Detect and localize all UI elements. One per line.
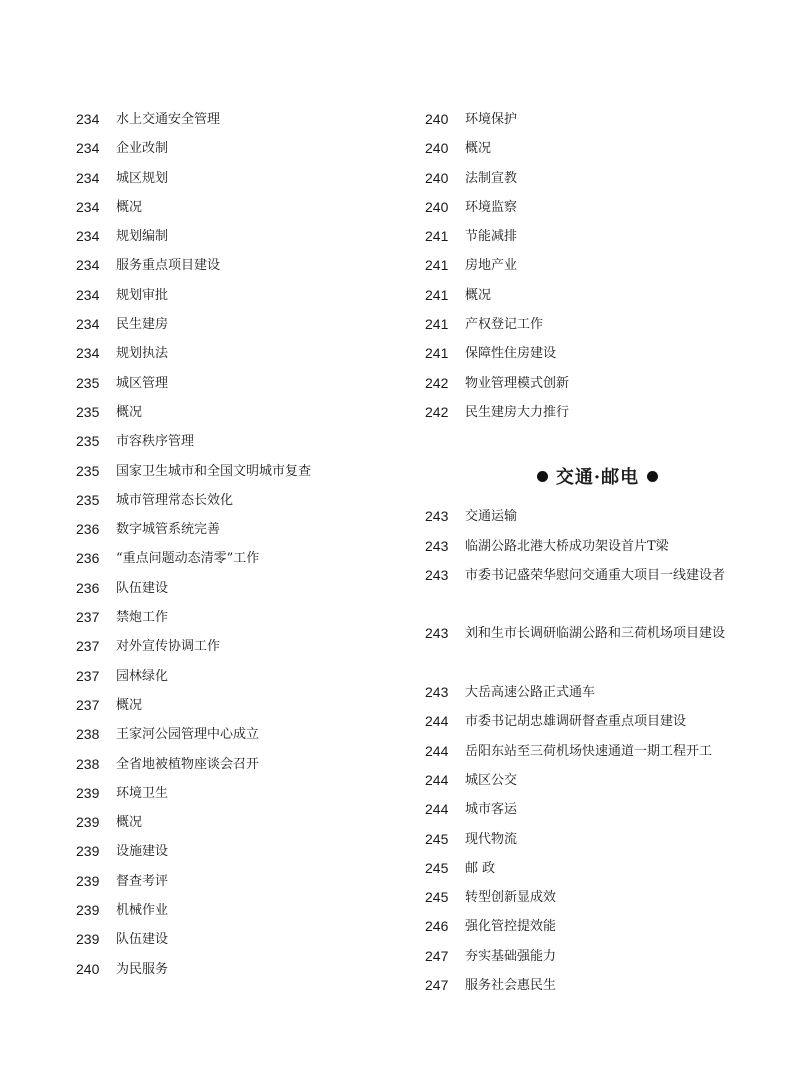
entry-title: 服务社会惠民生 bbox=[465, 978, 557, 994]
entry-title: 产权登记工作 bbox=[465, 317, 544, 333]
page-number: 240 bbox=[425, 169, 449, 186]
toc-entry bbox=[76, 955, 406, 984]
page-number: 234 bbox=[76, 198, 100, 215]
toc-entry bbox=[76, 339, 406, 368]
entry-title: 企业改制 bbox=[116, 141, 169, 157]
page-number: 234 bbox=[76, 286, 100, 303]
toc-entry bbox=[76, 251, 406, 280]
entry-title: 城区公交 bbox=[465, 772, 518, 788]
page-number: 241 bbox=[425, 316, 449, 333]
page-number: 239 bbox=[76, 814, 100, 831]
entry-title: 概况 bbox=[116, 815, 143, 831]
toc-entry bbox=[425, 339, 770, 368]
toc-entry bbox=[76, 281, 406, 310]
page-number: 234 bbox=[76, 140, 100, 157]
page-number: 243 bbox=[425, 566, 449, 583]
page-number: 240 bbox=[425, 198, 449, 215]
page-number: 236 bbox=[76, 579, 100, 596]
entry-title: 法制宣教 bbox=[465, 170, 518, 186]
toc-right-bottom-list bbox=[425, 502, 770, 1000]
page-number: 244 bbox=[425, 771, 449, 788]
page-number: 235 bbox=[76, 462, 100, 479]
toc-entry bbox=[76, 427, 406, 456]
page-number: 234 bbox=[76, 257, 100, 274]
page-number: 244 bbox=[425, 713, 449, 730]
entry-title: 城区管理 bbox=[116, 375, 169, 391]
entry-title: 大岳高速公路正式通车 bbox=[465, 685, 596, 701]
toc-entry bbox=[76, 193, 406, 222]
page-number: 245 bbox=[425, 859, 449, 876]
toc-entry bbox=[425, 971, 770, 1000]
toc-entry bbox=[425, 619, 770, 678]
entry-title: 刘和生市长调研临湖公路和三荷机场项目建设 bbox=[465, 626, 726, 642]
toc-entry bbox=[76, 603, 406, 632]
toc-entry bbox=[76, 398, 406, 427]
page-number: 246 bbox=[425, 918, 449, 935]
page-number: 238 bbox=[76, 726, 100, 743]
entry-title: “重点问题动态清零”工作 bbox=[116, 551, 260, 567]
toc-entry bbox=[425, 766, 770, 795]
toc-entry bbox=[425, 942, 770, 971]
page-number: 234 bbox=[76, 111, 100, 127]
entry-title: 民生建房大力推行 bbox=[465, 404, 570, 420]
page-number: 240 bbox=[76, 960, 100, 977]
toc-entry bbox=[76, 222, 406, 251]
page-number: 241 bbox=[425, 345, 449, 362]
entry-title: 强化管控提效能 bbox=[465, 919, 557, 935]
entry-title: 节能减排 bbox=[465, 229, 518, 245]
entry-title: 概况 bbox=[116, 404, 143, 420]
toc-entry bbox=[76, 896, 406, 925]
toc-entry bbox=[425, 222, 770, 251]
page-number: 237 bbox=[76, 638, 100, 655]
entry-title: 队伍建设 bbox=[116, 580, 169, 596]
toc-entry bbox=[76, 720, 406, 749]
toc-entry bbox=[76, 867, 406, 896]
entry-title: 交通运输 bbox=[465, 509, 518, 525]
toc-entry bbox=[76, 808, 406, 837]
bullet-dot-icon bbox=[647, 471, 658, 482]
entry-title: 环境监察 bbox=[465, 199, 518, 215]
toc-entry bbox=[425, 532, 770, 561]
entry-title: 物业管理模式创新 bbox=[465, 375, 570, 391]
toc-entry bbox=[425, 310, 770, 339]
toc-entry bbox=[76, 515, 406, 544]
page-number: 238 bbox=[76, 755, 100, 772]
entry-title: 规划编制 bbox=[116, 229, 169, 245]
entry-title: 对外宣传协调工作 bbox=[116, 639, 221, 655]
page-number: 243 bbox=[425, 684, 449, 701]
entry-title: 民生建房 bbox=[116, 317, 169, 333]
entry-title: 全省地被植物座谈会召开 bbox=[116, 756, 260, 772]
entry-title: 环境卫生 bbox=[116, 785, 169, 801]
entry-title: 队伍建设 bbox=[116, 932, 169, 948]
toc-entry bbox=[425, 912, 770, 941]
toc-entry bbox=[76, 925, 406, 954]
page-number: 240 bbox=[425, 140, 449, 157]
entry-title: 岳阳东站至三荷机场快速通道一期工程开工 bbox=[465, 743, 713, 759]
page-number: 234 bbox=[76, 316, 100, 333]
page-number: 234 bbox=[76, 228, 100, 245]
entry-title: 设施建设 bbox=[116, 844, 169, 860]
toc-entry bbox=[76, 837, 406, 866]
toc-entry bbox=[76, 544, 406, 573]
page-number: 237 bbox=[76, 609, 100, 626]
entry-title: 房地产业 bbox=[465, 258, 518, 274]
toc-entry bbox=[425, 854, 770, 883]
toc-entry bbox=[425, 251, 770, 280]
page-number: 243 bbox=[425, 537, 449, 554]
page-number: 235 bbox=[76, 491, 100, 508]
page-number: 235 bbox=[76, 433, 100, 450]
page-number: 240 bbox=[425, 111, 449, 127]
entry-title: 服务重点项目建设 bbox=[116, 258, 221, 274]
entry-title: 园林绿化 bbox=[116, 668, 169, 684]
toc-entry bbox=[425, 281, 770, 310]
page-number: 239 bbox=[76, 902, 100, 919]
entry-title: 现代物流 bbox=[465, 831, 518, 847]
entry-title: 机械作业 bbox=[116, 903, 169, 919]
page-number: 237 bbox=[76, 696, 100, 713]
bullet-dot-icon bbox=[537, 471, 548, 482]
toc-entry bbox=[425, 193, 770, 222]
entry-title: 转型创新显成效 bbox=[465, 890, 557, 906]
toc-entry bbox=[425, 561, 770, 620]
entry-title: 市容秩序管理 bbox=[116, 434, 195, 450]
page-number: 247 bbox=[425, 947, 449, 964]
toc-entry bbox=[425, 369, 770, 398]
page-number: 239 bbox=[76, 931, 100, 948]
entry-title: 城市管理常态长效化 bbox=[116, 492, 234, 508]
toc-entry bbox=[425, 737, 770, 766]
page-number: 244 bbox=[425, 742, 449, 759]
page-number: 236 bbox=[76, 550, 100, 567]
page-number: 234 bbox=[76, 169, 100, 186]
entry-title: 概况 bbox=[465, 141, 492, 157]
toc-entry bbox=[425, 105, 770, 134]
entry-title: 城区规划 bbox=[116, 170, 169, 186]
entry-title: 环境保护 bbox=[465, 112, 518, 127]
page-number: 241 bbox=[425, 257, 449, 274]
toc-entry bbox=[76, 779, 406, 808]
entry-title: 规划执法 bbox=[116, 346, 169, 362]
page-number: 243 bbox=[425, 508, 449, 525]
entry-title: 概况 bbox=[465, 287, 492, 303]
entry-title: 水上交通安全管理 bbox=[116, 112, 221, 127]
toc-entry bbox=[76, 105, 406, 134]
page-number: 235 bbox=[76, 403, 100, 420]
page-number: 244 bbox=[425, 801, 449, 818]
page-number: 247 bbox=[425, 977, 449, 994]
page-number: 237 bbox=[76, 667, 100, 684]
toc-right-column bbox=[425, 105, 770, 1000]
toc-entry bbox=[425, 398, 770, 427]
page-number: 239 bbox=[76, 872, 100, 889]
entry-title: 规划审批 bbox=[116, 287, 169, 303]
entry-title: 王家河公园管理中心成立 bbox=[116, 727, 260, 743]
toc-left-column bbox=[76, 105, 406, 984]
toc-entry bbox=[425, 825, 770, 854]
page-number: 236 bbox=[76, 521, 100, 538]
section-heading bbox=[425, 444, 770, 502]
toc-entry bbox=[425, 795, 770, 824]
toc-entry bbox=[76, 369, 406, 398]
toc-entry bbox=[425, 502, 770, 531]
toc-entry bbox=[425, 678, 770, 707]
page-number: 239 bbox=[76, 784, 100, 801]
entry-title: 概况 bbox=[116, 697, 143, 713]
entry-title: 为民服务 bbox=[116, 961, 169, 977]
page-number: 243 bbox=[425, 625, 449, 642]
toc-entry bbox=[76, 164, 406, 193]
entry-title: 临湖公路北港大桥成功架设首片T梁 bbox=[465, 538, 669, 554]
page-number: 239 bbox=[76, 843, 100, 860]
toc-entry bbox=[76, 457, 406, 486]
toc-entry bbox=[76, 632, 406, 661]
entry-title: 概况 bbox=[116, 199, 143, 215]
toc-entry bbox=[425, 707, 770, 736]
page-number: 235 bbox=[76, 374, 100, 391]
toc-entry bbox=[76, 750, 406, 779]
toc-entry bbox=[425, 164, 770, 193]
entry-title: 邮 政 bbox=[465, 860, 496, 876]
toc-entry bbox=[425, 134, 770, 163]
toc-entry bbox=[76, 691, 406, 720]
page-number: 245 bbox=[425, 830, 449, 847]
entry-title: 市委书记胡忠雄调研督查重点项目建设 bbox=[465, 714, 687, 730]
entry-title: 督查考评 bbox=[116, 873, 169, 889]
toc-entry bbox=[76, 662, 406, 691]
entry-title: 保障性住房建设 bbox=[465, 346, 557, 362]
toc-entry bbox=[76, 486, 406, 515]
entry-title: 国家卫生城市和全国文明城市复查 bbox=[116, 463, 312, 479]
toc-entry bbox=[76, 574, 406, 603]
entry-title: 城市客运 bbox=[465, 802, 518, 818]
entry-title: 数字城管系统完善 bbox=[116, 522, 221, 538]
page-number: 241 bbox=[425, 228, 449, 245]
page-number: 242 bbox=[425, 403, 449, 420]
page-number: 234 bbox=[76, 345, 100, 362]
page-number: 241 bbox=[425, 286, 449, 303]
entry-title: 禁炮工作 bbox=[116, 610, 169, 626]
toc-entry bbox=[76, 134, 406, 163]
entry-title: 夯实基础强能力 bbox=[465, 948, 557, 964]
page-number: 245 bbox=[425, 889, 449, 906]
toc-right-top-list bbox=[425, 105, 770, 427]
toc-entry bbox=[425, 883, 770, 912]
page-number: 242 bbox=[425, 374, 449, 391]
section-heading-text: 交通·邮电 bbox=[555, 467, 640, 489]
toc-entry bbox=[76, 310, 406, 339]
entry-title: 市委书记盛荣华慰问交通重大项目一线建设者 bbox=[465, 567, 726, 583]
